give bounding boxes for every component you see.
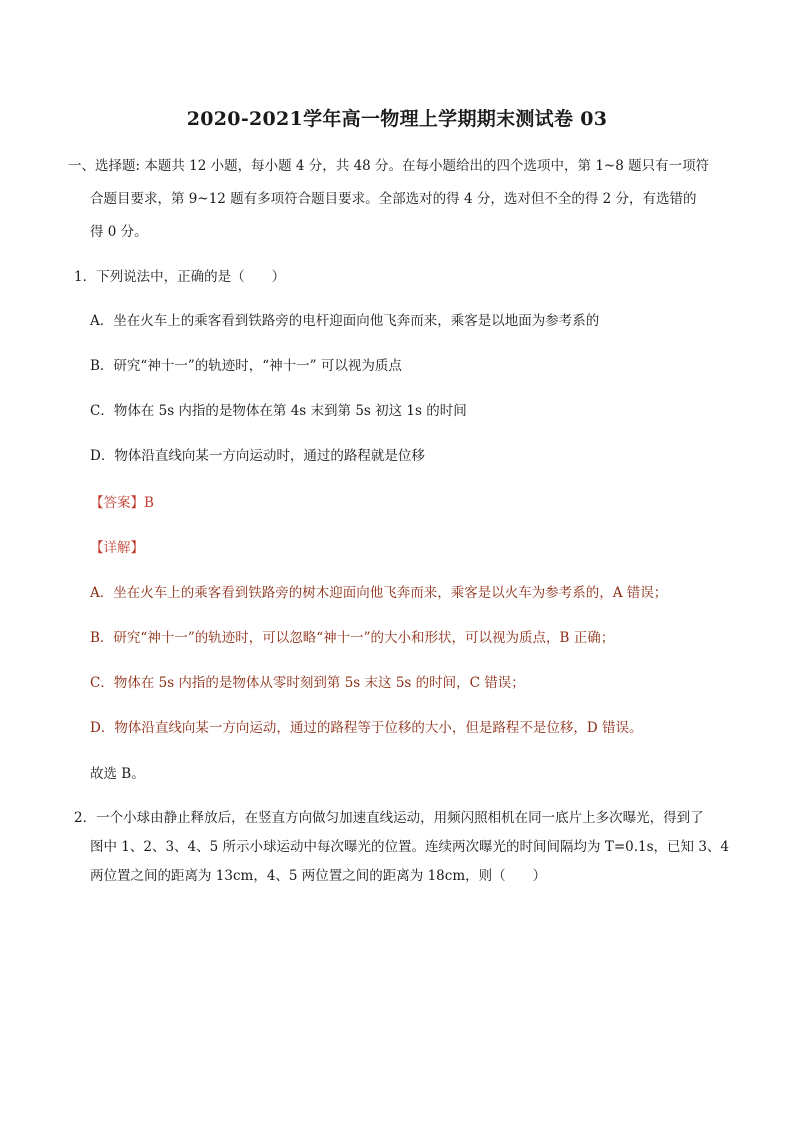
question-1-option-a: A．坐在火车上的乘客看到铁路旁的电杆迎面向他飞奔而来，乘客是以地面为参考系的: [90, 313, 600, 329]
detail-label: [90, 536, 144, 560]
section-instructions-line-1: 一、选择题: 本题共 12 小题，每小题 4 分，共 48 分。在每小题给出的四个选项中，第 1~8 题只有一项符: [68, 158, 710, 174]
detail-text: 【详解】: [90, 540, 144, 556]
section-instructions-line-2: 合题目要求，第 9~12 题有多项符合题目要求。全部选对的得 4 分，选对但不全的得 2 分，有选错的: [90, 191, 697, 207]
answer-label: [90, 491, 154, 515]
conclusion: 故选 B。: [90, 766, 145, 782]
explanation-c: C．物体在 5s 内指的是物体从零时刻到第 5s 末这 5s 的时间，C 错误；: [90, 675, 525, 691]
section-instructions: [68, 150, 726, 249]
question-2-line-2: 图中 1、2、3、4、5 所示小球运动中每次曝光的位置。连续两次曝光的时间间隔均为 T=0.1s，已知 3、4: [90, 839, 730, 855]
page-title: 2020-2021学年高一物理上学期期末测试卷 03: [186, 108, 608, 130]
question-2-stem: [74, 804, 734, 891]
question-1-option-b: B．研究“神十一”的轨迹时，“神十一” 可以视为质点: [90, 358, 402, 374]
question-1-stem: 1．下列说法中，正确的是（ ）: [74, 269, 286, 285]
question-1-option-c: C．物体在 5s 内指的是物体在第 4s 末到第 5s 初这 1s 的时间: [90, 403, 467, 419]
question-1-option-d: D．物体沿直线向某一方向运动时，通过的路程就是位移: [90, 448, 425, 464]
explanation-d: D．物体沿直线向某一方向运动，通过的路程等于位移的大小，但是路程不是位移，D 错误。: [90, 720, 643, 736]
question-2-line-1: 2．一个小球由静止释放后，在竖直方向做匀加速直线运动，用频闪照相机在同一底片上多次曝光，得到了: [74, 810, 704, 826]
explanation-b: B．研究“神十一”的轨迹时，可以忽略“神十一”的大小和形状，可以视为质点，B 正确；: [90, 630, 615, 646]
answer-text: 【答案】B: [90, 495, 154, 511]
explanation-a: A．坐在火车上的乘客看到铁路旁的树木迎面向他飞奔而来，乘客是以火车为参考系的，A 错误；: [90, 585, 668, 601]
section-instructions-line-3: 得 0 分。: [90, 224, 148, 240]
question-2-line-3: 两位置之间的距离为 13cm，4、5 两位置之间的距离为 18cm，则（ ）: [90, 868, 547, 884]
